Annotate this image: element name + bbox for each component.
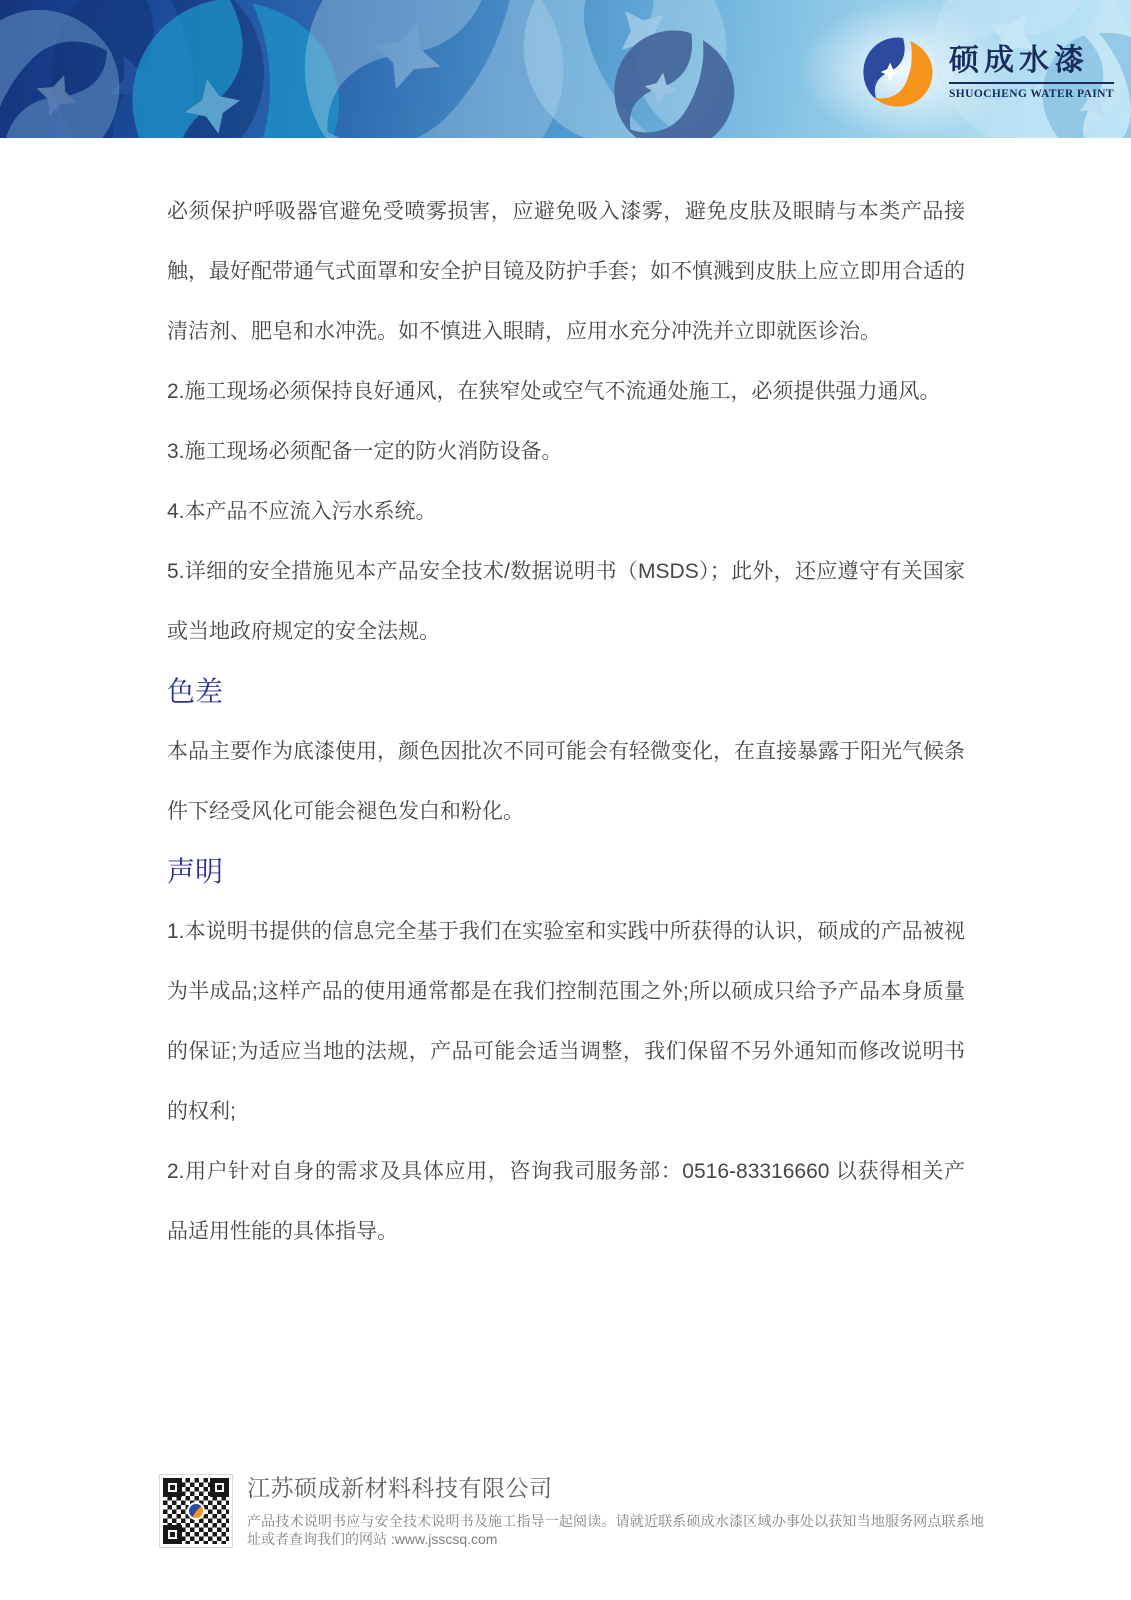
header-banner <box>0 0 1131 138</box>
safety-paragraph-1: 必须保护呼吸器官避免受喷雾损害，应避免吸入漆雾，避免皮肤及眼睛与本类产品接触，最好配带通气式面罩和安全护目镜及防护手套；如不慎溅到皮肤上应立即用合适的清洁剂、肥皂和水冲洗。如不慎进入眼睛，应用水充分冲洗并立即就医诊治。 <box>167 200 965 343</box>
footer-note: 产品技术说明书应与安全技术说明书及施工指导一起阅读。请就近联系硕成水漆区域办事处以获知当地服务网点联系地址或者查询我们的网站 :www.jsscsq.com <box>247 1512 984 1547</box>
section-heading-color-difference: 色差 <box>167 676 224 707</box>
qr-code <box>160 1475 232 1547</box>
brand-logo <box>862 36 1114 108</box>
company-name: 江苏硕成新材料科技有限公司 <box>247 1475 553 1501</box>
section-heading-statement: 声明 <box>167 856 224 887</box>
brand-name-en: SHUOCHENG WATER PAINT <box>949 87 1114 100</box>
page-footer <box>160 1475 984 1548</box>
qr-finder-top-right <box>210 1478 229 1497</box>
brand-text-block <box>949 44 1114 100</box>
brand-divider <box>949 82 1114 84</box>
safety-paragraph-3: 3.施工现场必须配备一定的防火消防设备。 <box>167 440 563 463</box>
brand-logo-icon <box>862 36 934 108</box>
statement-paragraph-2: 2.用户针对自身的需求及具体应用，咨询我司服务部：0516-83316660 以获得相关产品适用性能的具体指导。 <box>167 1160 965 1243</box>
safety-paragraph-5: 5.详细的安全措施见本产品安全技术/数据说明书（MSDS）；此外，还应遵守有关国家或当地政府规定的安全法规。 <box>167 560 965 643</box>
safety-paragraph-4: 4.本产品不应流入污水系统。 <box>167 500 437 523</box>
color-difference-paragraph: 本品主要作为底漆使用，颜色因批次不同可能会有轻微变化，在直接暴露于阳光气候条件下经受风化可能会褪色发白和粉化。 <box>167 740 965 823</box>
footer-text-block <box>247 1475 984 1548</box>
qr-finder-bottom-left <box>163 1525 182 1544</box>
brand-name-cn: 硕成水漆 <box>949 44 1089 78</box>
statement-paragraph-1: 1.本说明书提供的信息完全基于我们在实验室和实践中所获得的认识，硕成的产品被视为半成品;这样产品的使用通常都是在我们控制范围之外;所以硕成只给予产品本身质量的保证;为适应当地的法规，产品可能会适当调整，我们保留不另外通知而修改说明书的权利; <box>167 920 965 1123</box>
document-body <box>167 182 965 1262</box>
qr-center-logo-icon <box>187 1502 205 1520</box>
qr-finder-top-left <box>163 1478 182 1497</box>
safety-paragraph-2: 2.施工现场必须保持良好通风，在狭窄处或空气不流通处施工，必须提供强力通风。 <box>167 380 941 403</box>
